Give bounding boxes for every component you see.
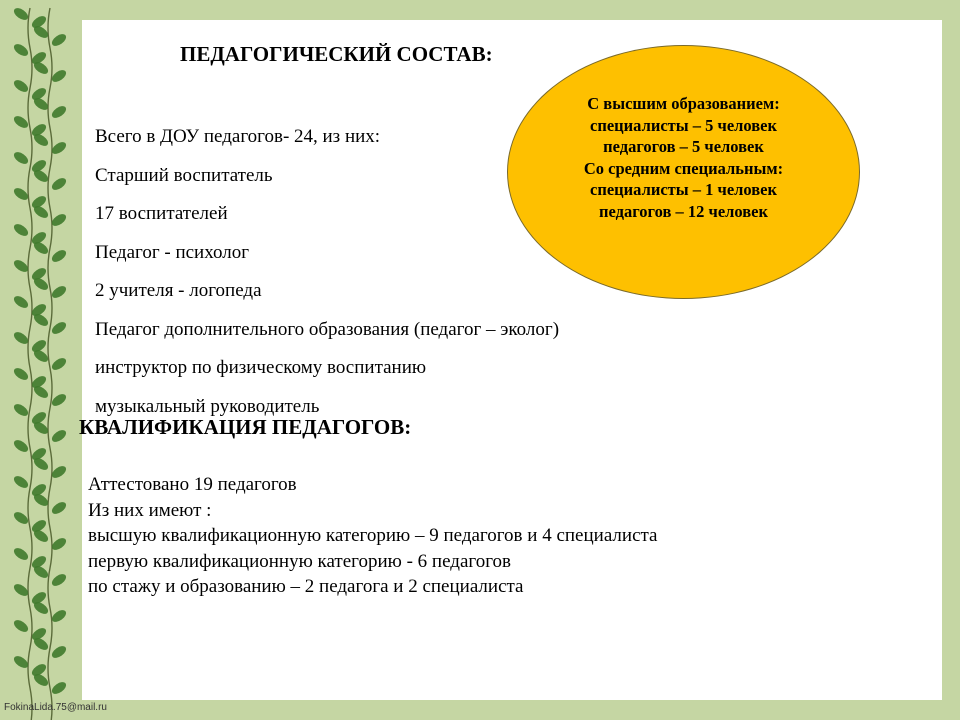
qualification-title: КВАЛИФИКАЦИЯ ПЕДАГОГОВ:	[79, 415, 412, 439]
leaf-icon	[50, 680, 68, 697]
leaf-icon	[12, 618, 30, 635]
qualification-line: по стажу и образованию – 2 педагога и 2 специалиста	[88, 576, 524, 597]
leaf-icon	[50, 104, 68, 121]
list-item: Педагог - психолог	[95, 241, 250, 263]
leaf-icon	[50, 356, 68, 373]
education-summary	[507, 93, 860, 222]
list-item: музыкальный руководитель	[95, 395, 320, 417]
page-title: ПЕДАГОГИЧЕСКИЙ СОСТАВ:	[180, 42, 493, 66]
leaf-icon	[50, 248, 68, 265]
list-item: Всего в ДОУ педагогов- 24, из них:	[95, 126, 381, 147]
leaf-icon	[12, 6, 30, 23]
list-item: инструктор по физическому воспитанию	[95, 357, 427, 378]
leaf-icon	[50, 428, 68, 445]
leaf-icon	[50, 176, 68, 193]
leaf-icon	[50, 608, 68, 625]
list-item: 17 воспитателей	[95, 203, 228, 224]
education-line: педагогов – 5 человек	[603, 137, 764, 156]
leaf-icon	[12, 366, 30, 383]
leaf-icon	[12, 438, 30, 455]
footer-credit: FokinaLida.75@mail.ru	[4, 702, 107, 713]
leaf-icon	[12, 78, 30, 95]
leaf-icon	[50, 644, 68, 661]
qualification-text	[88, 472, 657, 600]
leaf-icon	[50, 284, 68, 301]
qualification-line: Из них имеют :	[88, 499, 212, 521]
leaf-icon	[12, 222, 30, 239]
vine-stem	[48, 8, 52, 720]
leaf-icon	[50, 392, 68, 409]
education-line: педагогов – 12 человек	[599, 201, 768, 221]
leaf-icon	[12, 42, 30, 59]
list-item: 2 учителя - логопеда	[95, 280, 262, 301]
education-line: Со средним специальным:	[583, 158, 784, 178]
leaf-icon	[12, 294, 30, 311]
education-line: специалисты – 1 человек	[590, 180, 777, 199]
leaf-icon	[12, 150, 30, 167]
leaf-icon	[50, 320, 68, 337]
list-item: Старший воспитатель	[95, 164, 273, 186]
vine-stem	[28, 8, 32, 720]
leaf-icon	[12, 402, 30, 419]
qualification-line: Аттестовано 19 педагогов	[88, 474, 297, 495]
leaf-icon	[50, 572, 68, 589]
leaf-icon	[12, 474, 30, 491]
leaf-icon	[12, 546, 30, 563]
list-item: Педагог дополнительного образования (педагог – эколог)	[95, 318, 560, 340]
leaf-icon	[12, 114, 30, 131]
leaf-icon	[50, 500, 68, 517]
qualification-line: высшую квалификационную категорию – 9 педагогов и 4 специалиста	[88, 525, 658, 546]
qualification-line: первую квалификационную категорию - 6 педагогов	[88, 550, 511, 572]
leaf-vine-border-icon	[0, 0, 82, 720]
leaf-icon	[50, 32, 68, 49]
education-line: С высшим образованием:	[587, 94, 780, 113]
education-line: специалисты – 5 человек	[590, 115, 777, 135]
staff-list	[95, 124, 559, 432]
